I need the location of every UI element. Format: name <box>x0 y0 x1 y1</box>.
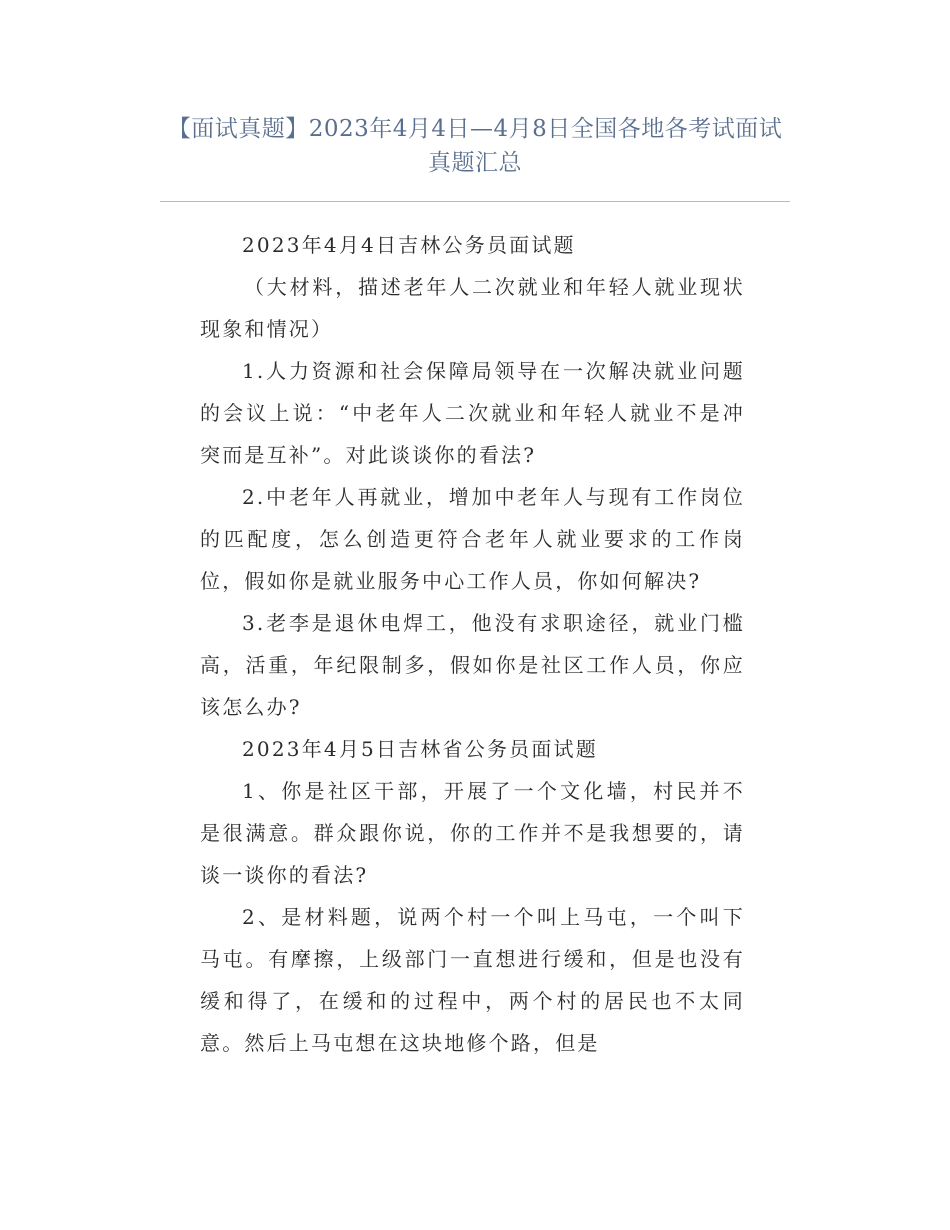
question-paragraph: 2.中老年人再就业，增加中老年人与现有工作岗位的匹配度，怎么创造更符合老年人就业要求的工作岗位，假如你是就业服务中心工作人员，你如何解决? <box>200 485 745 593</box>
document-title: 【面试真题】2023年4月4日—4月8日全国各地各考试面试真题汇总 <box>167 116 783 176</box>
question-paragraph: 1.人力资源和社会保障局领导在一次解决就业问题的会议上说：“中老年人二次就业和年轻人就业不是冲突而是互补”。对此谈谈你的看法? <box>200 359 745 467</box>
material-description: （大材料，描述老年人二次就业和年轻人就业现状现象和情况） <box>200 275 745 341</box>
section-heading: 2023年4月4日吉林公务员面试题 <box>242 233 576 257</box>
section-heading: 2023年4月5日吉林省公务员面试题 <box>242 737 598 761</box>
document-body <box>200 224 745 1064</box>
question-paragraph: 3.老李是退休电焊工，他没有求职途径，就业门槛高，活重，年纪限制多，假如你是社区工作人员，你应该怎么办? <box>200 611 745 719</box>
question-paragraph: 1、你是社区干部，开展了一个文化墙，村民并不是很满意。群众跟你说，你的工作并不是我想要的，请谈一谈你的看法? <box>200 779 745 887</box>
title-divider <box>160 201 790 202</box>
question-paragraph: 2、是材料题，说两个村一个叫上马屯，一个叫下马屯。有摩擦，上级部门一直想进行缓和，但是也没有缓和得了，在缓和的过程中，两个村的居民也不太同意。然后上马屯想在这块地修个路，但是 <box>200 905 745 1055</box>
